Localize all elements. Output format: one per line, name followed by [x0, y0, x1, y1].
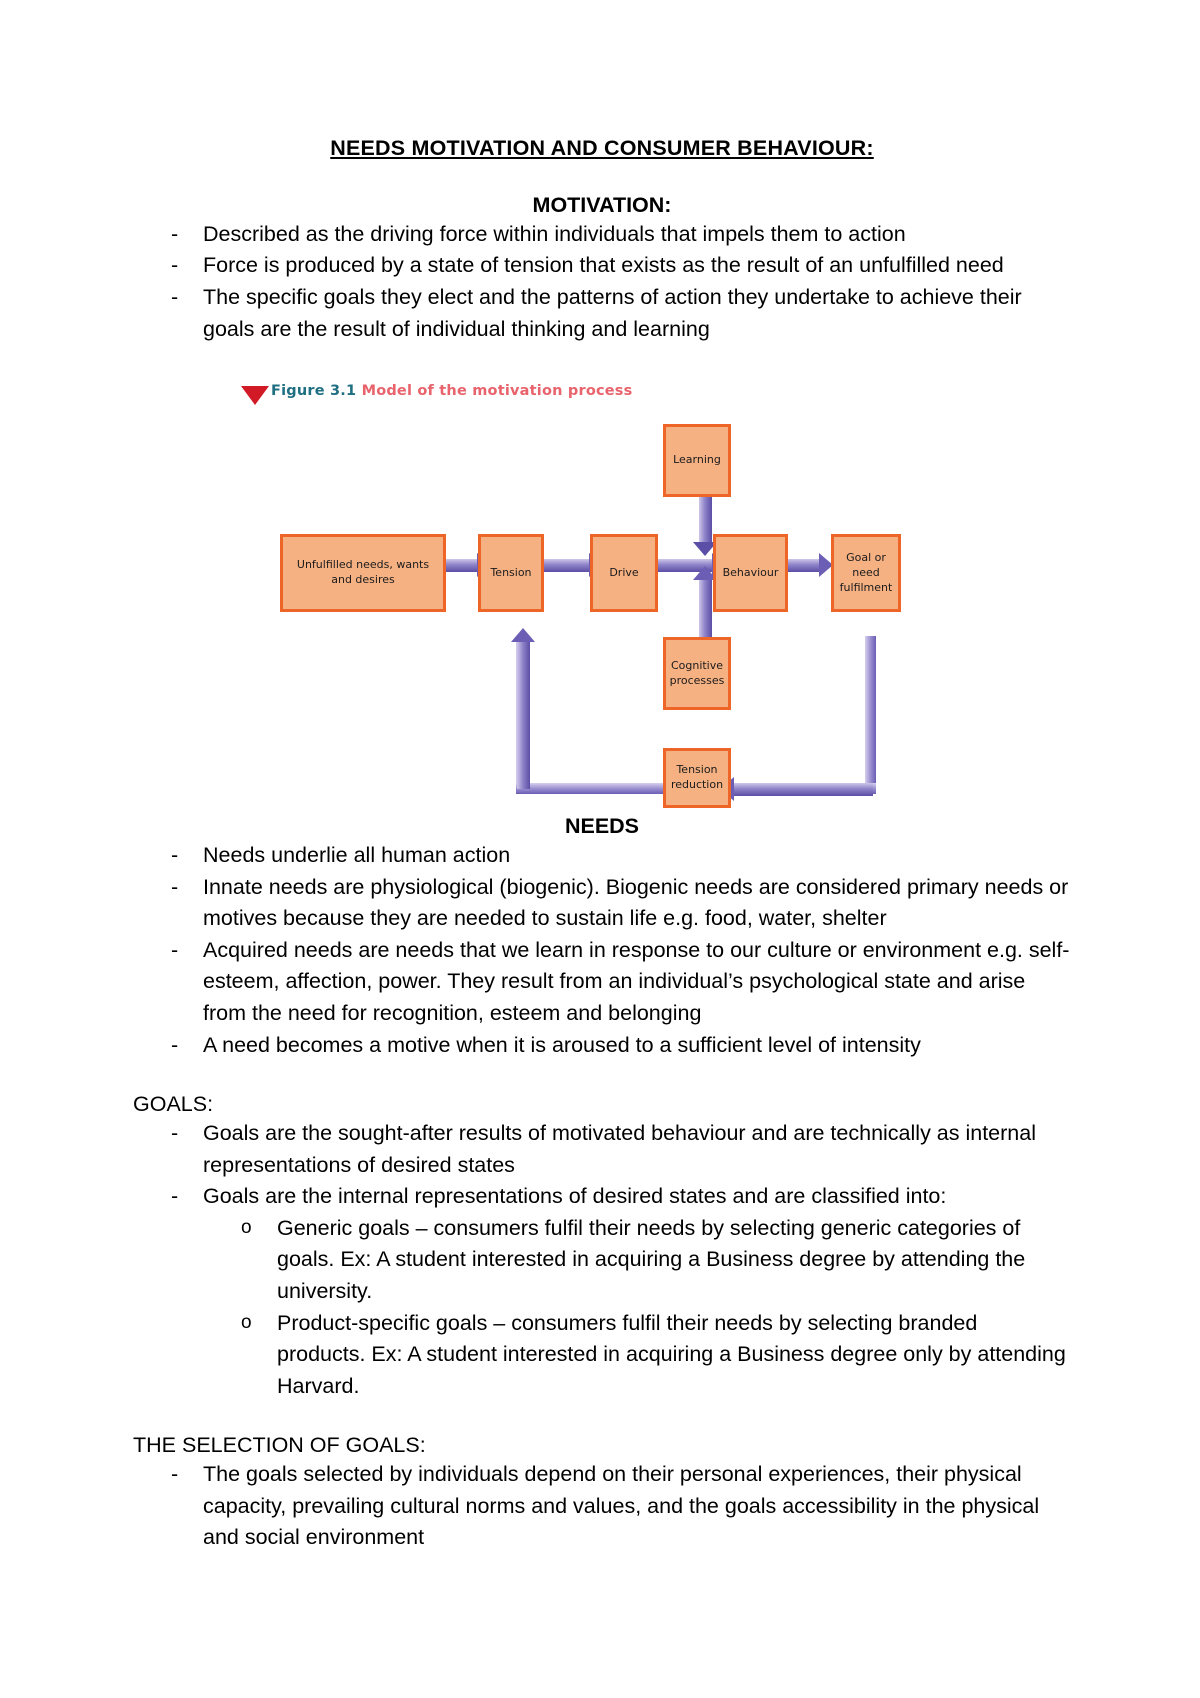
list-item-text: The specific goals they elect and the patterns of action they undertake to achieve their goals are the result of individual thinking and learning — [203, 284, 1022, 341]
list-item — [133, 1030, 1071, 1062]
dash-marker: - — [171, 221, 179, 246]
box-label: Goal or need fulfilment — [839, 550, 893, 594]
list-item — [133, 1459, 1071, 1554]
box-label: Behaviour — [722, 565, 779, 579]
box-tension-reduction — [663, 748, 731, 808]
box-label: Learning — [673, 453, 721, 467]
arrow-unfulfilled-to-tension — [446, 559, 478, 572]
goals-sub-bullet-list — [133, 1213, 1071, 1403]
page-title: NEEDS MOTIVATION AND CONSUMER BEHAVIOUR: — [330, 136, 874, 160]
triangle-icon — [241, 386, 269, 405]
box-goal-or-need-fulfilment — [831, 534, 901, 612]
figure-caption-text: Model of the motivation process — [361, 383, 633, 400]
list-item — [133, 1308, 1071, 1403]
list-item — [133, 872, 1071, 935]
spacer — [133, 162, 1071, 192]
list-item — [133, 250, 1071, 282]
box-label: Tension reduction — [670, 763, 724, 792]
dash-marker: - — [171, 874, 179, 899]
list-item — [133, 840, 1071, 872]
box-label: Unfulfilled needs, wants and desires — [296, 558, 430, 587]
arrow-goal-to-tension-reduction — [733, 783, 873, 796]
box-cognitive-processes — [663, 637, 731, 710]
figure-motivation-process — [233, 379, 893, 792]
feedback-line-bottom-left — [516, 783, 681, 794]
feedback-line-right-vertical — [865, 636, 876, 794]
arrow-tension-to-drive — [543, 559, 590, 572]
dash-marker: - — [171, 843, 179, 867]
arrow-behaviour-to-goal — [788, 559, 820, 572]
figure-caption — [271, 383, 632, 399]
list-item-text: Force is produced by a state of tension that exists as the result of an unfulfilled need — [203, 253, 1004, 278]
arrow-tension-reduction-to-tension — [517, 641, 530, 789]
spacer — [133, 1061, 1071, 1091]
document-body — [133, 0, 1071, 1554]
section-heading-selection-of-goals: THE SELECTION OF GOALS: — [133, 1433, 426, 1458]
list-item — [133, 1118, 1071, 1181]
box-label: Cognitive processes — [669, 658, 725, 687]
list-item-text: Innate needs are physiological (biogenic). Biogenic needs are considered primary needs or motives because they are needed to sustain life e.g. food, water, shelter — [203, 874, 1069, 931]
box-label: Drive — [609, 565, 639, 579]
list-item — [133, 1213, 1071, 1308]
list-item — [133, 1181, 1071, 1213]
box-label: Tension — [490, 565, 532, 579]
box-unfulfilled-needs — [280, 534, 446, 612]
circle-marker: o — [241, 1311, 252, 1333]
list-item-text: Described as the driving force within individuals that impels them to action — [203, 221, 906, 246]
dash-marker: - — [171, 1462, 179, 1487]
figure-number: Figure 3.1 — [271, 383, 357, 400]
section-heading-needs: NEEDS — [564, 814, 640, 839]
motivation-bullet-list — [133, 219, 1071, 345]
dash-marker: - — [171, 1032, 179, 1057]
list-item-text: Acquired needs are needs that we learn in response to our culture or environment e.g. self-esteem, affection, power. They result from an individual’s psychological state and arise from the need for recognition, esteem and belonging — [203, 937, 1070, 1025]
dash-marker: - — [171, 937, 179, 962]
list-item-text: Needs underlie all human action — [203, 843, 511, 867]
box-behaviour — [713, 534, 788, 612]
list-item-text: Goals are the sought-after results of motivated behaviour and are technically as internal representations of desired states — [203, 1121, 1036, 1177]
circle-marker: o — [241, 1216, 252, 1238]
spacer — [133, 1402, 1071, 1432]
selection-of-goals-bullet-list — [133, 1459, 1071, 1554]
box-drive — [590, 534, 658, 612]
dash-marker: - — [171, 284, 179, 309]
box-learning — [663, 424, 731, 497]
dash-marker: - — [171, 253, 179, 278]
goals-bullet-list — [133, 1118, 1071, 1213]
list-item-text: The goals selected by individuals depend on their personal experiences, their physical capacity, prevailing cultural norms and values, and the goals accessibility in the physical and social environment — [203, 1462, 1040, 1550]
list-item — [133, 935, 1071, 1030]
needs-bullet-list — [133, 840, 1071, 1061]
list-item — [133, 219, 1071, 251]
list-item-text: Generic goals – consumers fulfil their needs by selecting generic categories of goals. Ex: A student interested in acquiring a Business degree by attending the university. — [277, 1215, 1026, 1303]
dash-marker: - — [171, 1184, 179, 1209]
box-tension — [478, 534, 544, 612]
arrow-learning-to-junction — [699, 497, 712, 543]
list-item — [133, 282, 1071, 345]
list-item-text: A need becomes a motive when it is aroused to a sufficient level of intensity — [203, 1032, 921, 1057]
list-item-text: Product-specific goals – consumers fulfil their needs by selecting branded products. Ex: A student interested in acquiring a Business degree only by attending Harvard. — [277, 1310, 1066, 1398]
section-heading-motivation: MOTIVATION: — [532, 192, 672, 217]
list-item-text: Goals are the internal representations of desired states and are classified into: — [203, 1184, 947, 1209]
dash-marker: - — [171, 1121, 179, 1146]
arrow-cognitive-to-junction — [699, 579, 712, 637]
section-heading-goals: GOALS: — [133, 1092, 214, 1117]
